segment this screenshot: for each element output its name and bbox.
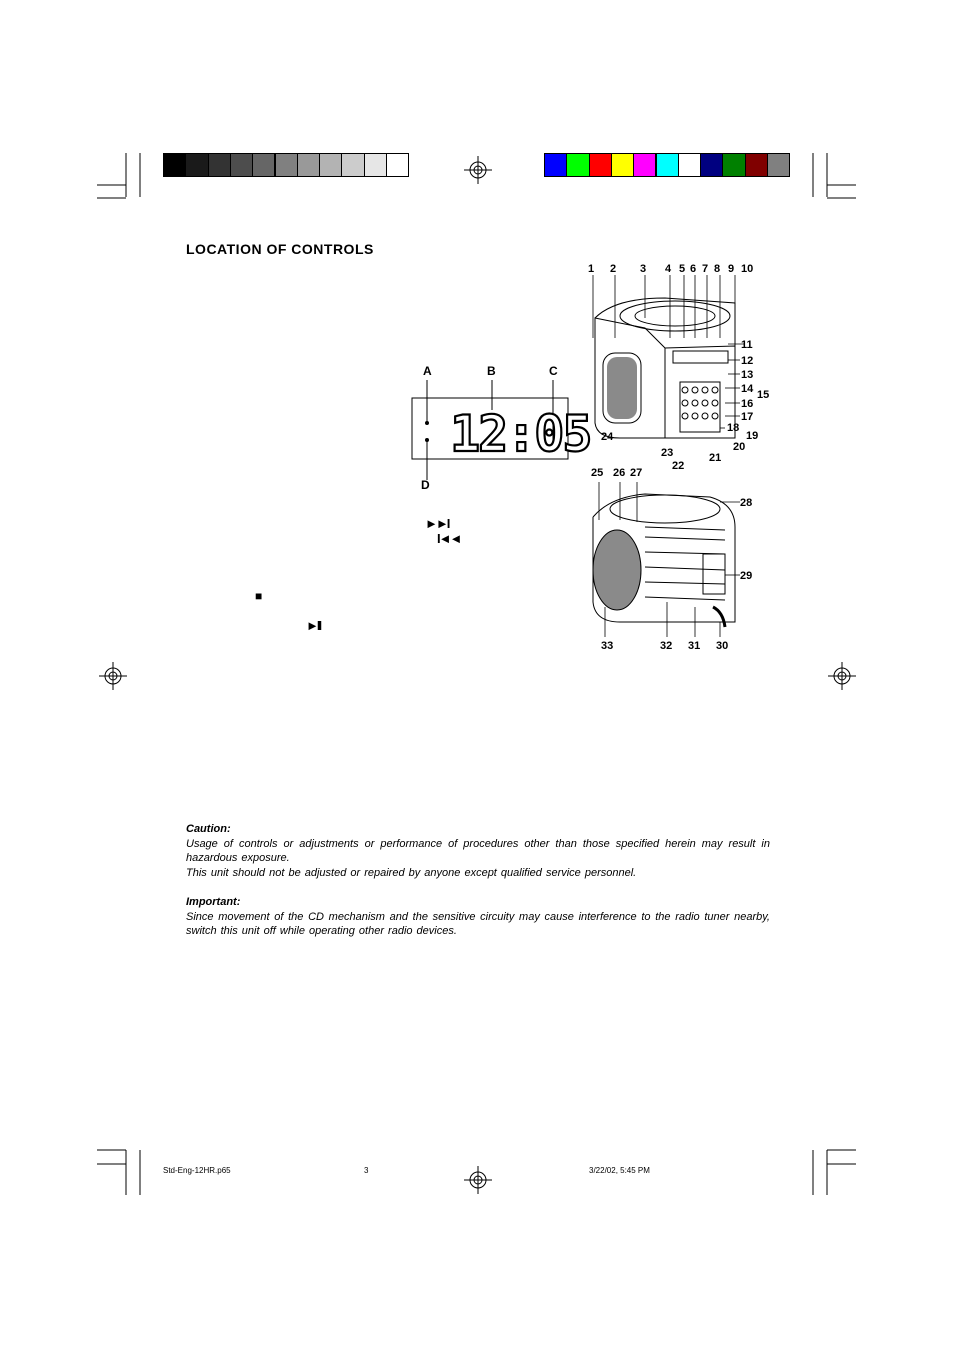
- svg-text:23: 23: [661, 447, 674, 459]
- svg-text:33: 33: [601, 640, 614, 652]
- registration-mark-bottom: [464, 1166, 492, 1194]
- gray-bar-swatch: [364, 153, 387, 177]
- play-pause-icon: ►II: [306, 618, 321, 633]
- svg-text:19: 19: [746, 430, 759, 442]
- svg-text:1: 1: [588, 263, 595, 275]
- page-heading: LOCATION OF CONTROLS: [186, 241, 374, 257]
- gray-bar-swatch: [185, 153, 208, 177]
- svg-text:15: 15: [757, 389, 770, 401]
- svg-text:28: 28: [740, 497, 753, 509]
- gray-bar-swatch: [386, 153, 409, 177]
- svg-text:16: 16: [741, 398, 754, 410]
- caution-line-1: Usage of controls or adjustments or performance of procedures other than those specified herein may result in hazardous exposure.: [186, 837, 770, 864]
- footer-filename: Std-Eng-12HR.p65: [163, 1166, 231, 1175]
- caution-block: [186, 822, 770, 880]
- color-bar-swatch: [745, 153, 768, 177]
- svg-text:2: 2: [610, 263, 617, 275]
- stop-icon: ■: [255, 589, 263, 603]
- footer-timestamp: 3/22/02, 5:45 PM: [589, 1166, 650, 1175]
- color-bar-swatch: [544, 153, 567, 177]
- svg-text:14: 14: [741, 383, 754, 395]
- display-label-b: B: [487, 364, 496, 378]
- svg-text:4: 4: [665, 263, 672, 275]
- footer-page-number: 3: [364, 1166, 369, 1175]
- svg-text:32: 32: [660, 640, 673, 652]
- color-bar-swatch: [589, 153, 612, 177]
- color-bar-swatch: [700, 153, 723, 177]
- display-label-a: A: [423, 364, 432, 378]
- device-front-callouts: [585, 258, 775, 473]
- svg-text:7: 7: [702, 263, 709, 275]
- skip-back-icon: I◄◄: [437, 531, 461, 546]
- color-bar-swatch: [722, 153, 745, 177]
- device-rear-callouts: [585, 462, 775, 657]
- lcd-display-illustration: [405, 372, 591, 484]
- color-bar-swatch: [611, 153, 634, 177]
- svg-text:11: 11: [741, 339, 753, 351]
- svg-text:29: 29: [740, 570, 753, 582]
- color-bar-swatch: [656, 153, 679, 177]
- svg-text:6: 6: [690, 263, 697, 275]
- svg-text:31: 31: [688, 640, 701, 652]
- svg-text:13: 13: [741, 369, 754, 381]
- important-text: Since movement of the CD mechanism and the sensitive circuity may cause interference to the radio tuner nearby, switch this unit off while operating other radio devices.: [186, 910, 770, 937]
- svg-text:27: 27: [630, 467, 643, 479]
- svg-text:20: 20: [733, 441, 746, 453]
- gray-bar-swatch: [341, 153, 364, 177]
- svg-text:17: 17: [741, 411, 754, 423]
- gray-bar-swatch: [208, 153, 231, 177]
- color-bar-swatch: [566, 153, 589, 177]
- registration-mark-right: [828, 662, 856, 690]
- gray-bar-swatch: [252, 153, 275, 177]
- svg-text:9: 9: [728, 263, 735, 275]
- gray-bar-swatch: [275, 153, 298, 177]
- lcd-time-readout: 12:05: [450, 405, 591, 463]
- skip-forward-icon: ►►I: [425, 516, 449, 531]
- svg-text:5: 5: [679, 263, 686, 275]
- svg-text:3: 3: [640, 263, 647, 275]
- color-bar-swatch: [678, 153, 701, 177]
- caution-title: Caution:: [186, 823, 231, 835]
- gray-bar-swatch: [163, 153, 186, 177]
- svg-text:26: 26: [613, 467, 626, 479]
- color-bar-swatch: [767, 153, 790, 177]
- display-label-c: C: [549, 364, 558, 378]
- registration-mark-left: [99, 662, 127, 690]
- important-title: Important:: [186, 896, 241, 908]
- svg-text:22: 22: [672, 460, 685, 472]
- color-bar-swatch: [633, 153, 656, 177]
- gray-bar-swatch: [230, 153, 253, 177]
- gray-bar-swatch: [297, 153, 320, 177]
- caution-line-2: This unit should not be adjusted or repaired by anyone except qualified service personnel.: [186, 866, 637, 879]
- svg-text:21: 21: [709, 452, 722, 464]
- svg-text:25: 25: [591, 467, 604, 479]
- gray-bar-swatch: [319, 153, 342, 177]
- svg-text:18: 18: [727, 422, 740, 434]
- svg-text:24: 24: [601, 431, 614, 443]
- registration-mark-top: [464, 156, 492, 184]
- svg-text:30: 30: [716, 640, 729, 652]
- display-label-d: D: [421, 478, 430, 492]
- svg-text:10: 10: [741, 263, 754, 275]
- important-block: [186, 895, 770, 939]
- svg-text:12: 12: [741, 355, 754, 367]
- svg-text:8: 8: [714, 263, 721, 275]
